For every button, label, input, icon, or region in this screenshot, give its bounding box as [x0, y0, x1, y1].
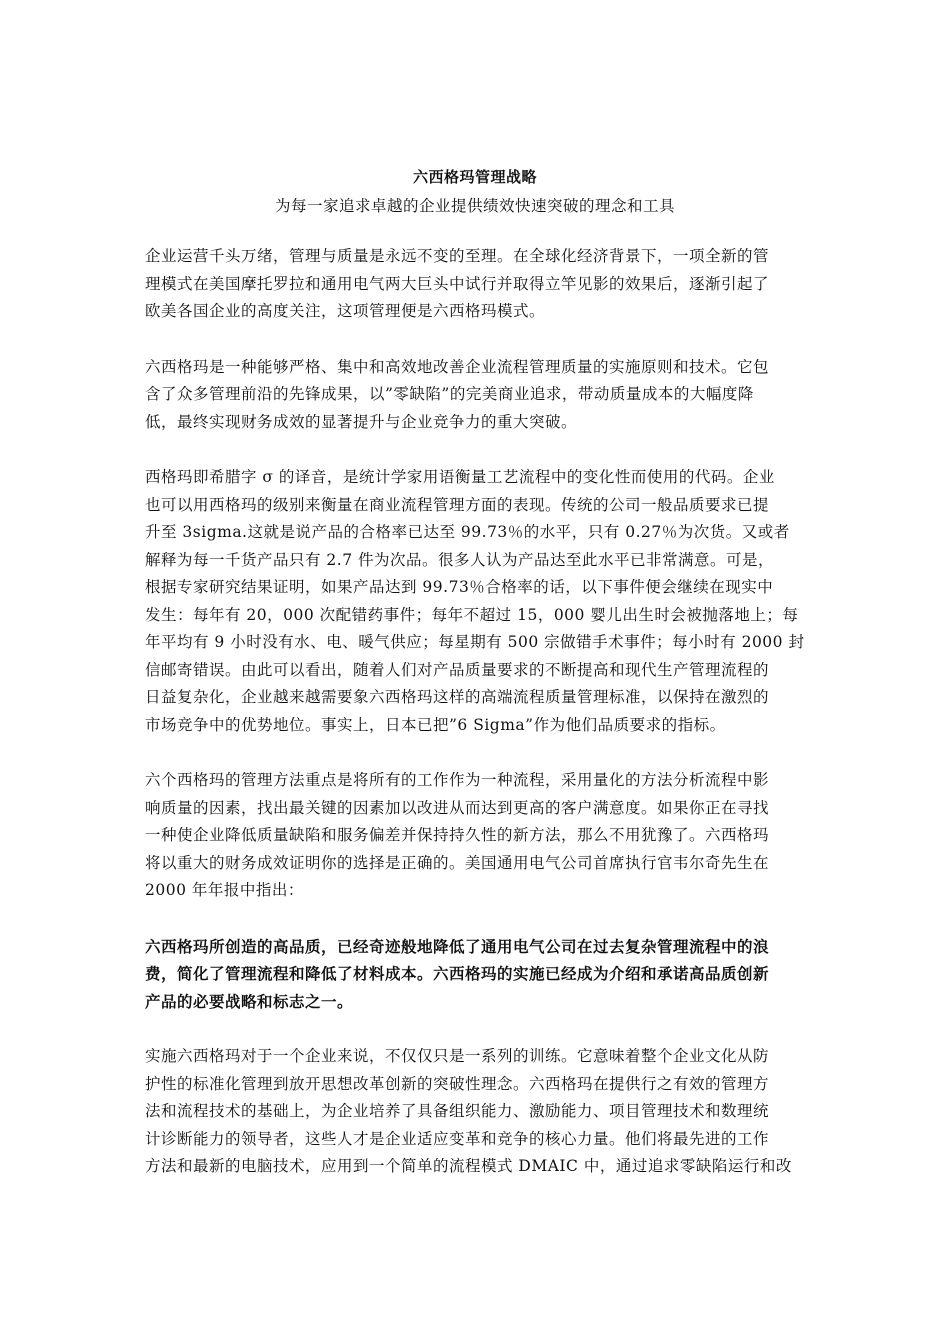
body-paragraph	[145, 767, 805, 905]
document-subtitle: 为每一家追求卓越的企业提供绩效快速突破的理念和工具	[274, 197, 675, 215]
paragraph-line: 护性的标准化管理到放开思想改革创新的突破性理念。六西格玛在提供行之有效的管理方	[145, 1074, 770, 1093]
paragraph-line: 年平均有 9 小时没有水、电、暖气供应；每星期有 500 宗做错手术事件；每小时有 2000 封	[145, 633, 805, 651]
paragraph-line: 升至 3sigma.这就是说产品的合格率已达至 99.73％的水平，只有 0.27％为次货。又或者	[145, 523, 790, 541]
paragraph-line: 含了众多管理前沿的先锋成果，以”零缺陷”的完美商业追求，带动质量成本的大幅度降	[145, 385, 754, 403]
paragraph-line: 六西格玛所创造的高品质，已经奇迹般地降低了通用电气公司在过去复杂管理流程中的浪	[145, 936, 770, 956]
paragraph-line: 日益复杂化，企业越来越需要象六西格玛这样的高端流程质量管理标准，以保持在激烈的	[145, 688, 770, 706]
document-body	[145, 243, 805, 1209]
paragraph-line: 2000 年年报中指出：	[145, 881, 304, 899]
paragraph-line: 实施六西格玛对于一个企业来说，不仅仅只是一系列的训练。它意味着整个企业文化从防	[145, 1047, 770, 1065]
paragraph-line: 计诊断能力的领导者，这些人才是企业适应变革和竞争的核心力量。他们将最先进的工作	[145, 1129, 770, 1148]
document-title: 六西格玛管理战略	[412, 168, 537, 186]
paragraph-line: 发生：每年有 20，000 次配错药事件；每年不超过 15，000 婴儿出生时会被抛落地上；每	[145, 605, 799, 624]
quote-paragraph	[145, 933, 805, 1016]
paragraph-line: 六个西格玛的管理方法重点是将所有的工作作为一种流程，采用量化的方法分析流程中影	[145, 771, 770, 789]
body-paragraph	[145, 243, 805, 326]
paragraph-line: 将以重大的财务成效证明你的选择是正确的。美国通用电气公司首席执行官韦尔奇先生在	[145, 853, 770, 872]
paragraph-line: 根据专家研究结果证明，如果产品达到 99.73％合格率的话，以下事件便会继续在现实中	[145, 578, 774, 596]
paragraph-line: 欧美各国企业的高度关注，这项管理便是六西格玛模式。	[145, 302, 546, 320]
paragraph-line: 西格玛即希腊字 σ 的译音，是统计学家用语衡量工艺流程中的变化性而使用的代码。企业	[145, 468, 775, 486]
paragraph-line: 也可以用西格玛的级别来衡量在商业流程管理方面的表现。传统的公司一般品质要求已提	[145, 495, 770, 514]
paragraph-line: 六西格玛是一种能够严格、集中和高效地改善企业流程管理质量的实施原则和技术。它包	[145, 357, 770, 376]
paragraph-line: 信邮寄错误。由此可以看出，随着人们对产品质量要求的不断提高和现代生产管理流程的	[145, 660, 770, 679]
paragraph-line: 解释为每一千货产品只有 2.7 件为次品。很多人认为产品达至此水平已非常满意。可是，	[145, 550, 775, 569]
paragraph-line: 低，最终实现财务成效的显著提升与企业竞争力的重大突破。	[145, 412, 578, 431]
body-paragraph	[145, 1043, 805, 1181]
body-paragraph	[145, 354, 805, 437]
paragraph-line: 一种使企业降低质量缺陷和服务偏差并保持持久性的新方法，那么不用犹豫了。六西格玛	[145, 826, 770, 844]
paragraph-line: 方法和最新的电脑技术，应用到一个简单的流程模式 DMAIC 中，通过追求零缺陷运行和改	[145, 1157, 792, 1175]
paragraph-line: 响质量的因素，找出最关键的因素加以改进从而达到更高的客户满意度。如果你正在寻找	[145, 798, 770, 817]
paragraph-line: 产品的必要战略和标志之一。	[145, 991, 354, 1011]
paragraph-line: 法和流程技术的基础上，为企业培养了具备组织能力、激励能力、项目管理技术和数理统	[145, 1102, 770, 1120]
paragraph-line: 市场竞争中的优势地位。事实上，日本已把”6 Sigma”作为他们品质要求的指标。	[145, 715, 726, 734]
paragraph-line: 企业运营千头万绪，管理与质量是永远不变的至理。在全球化经济背景下，一项全新的管	[145, 247, 770, 265]
paragraph-line: 费，简化了管理流程和降低了材料成本。六西格玛的实施已经成为介绍和承诺高品质创新	[145, 964, 770, 983]
body-paragraph	[145, 464, 805, 739]
paragraph-line: 理模式在美国摩托罗拉和通用电气两大巨头中试行并取得立竿见影的效果后，逐渐引起了	[145, 274, 770, 293]
